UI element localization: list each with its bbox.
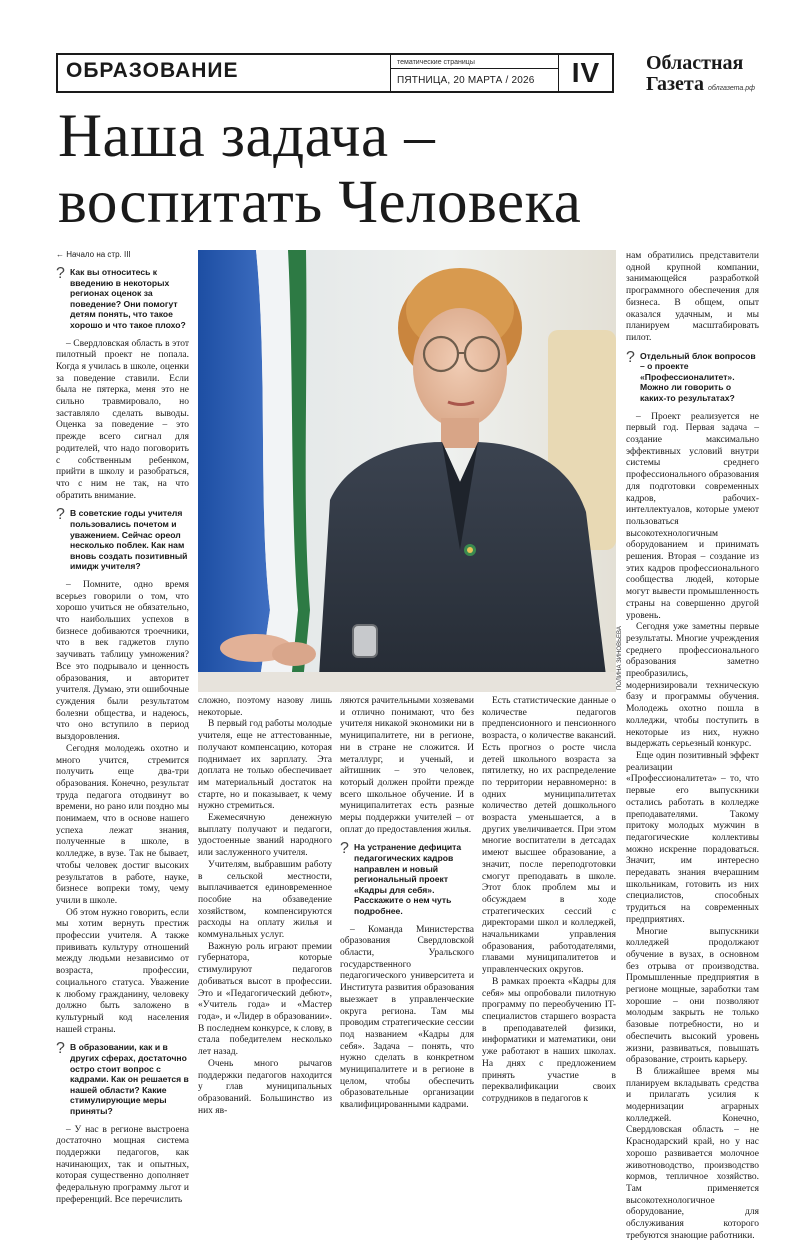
question-1 [56,267,189,331]
page-number: IV [571,57,601,88]
paragraph: сложно, поэтому назову лишь некоторые. [198,696,332,718]
question-text: Как вы относитесь к введению в некоторых регионах оценок за поведение? Они помогут детям понять, что такое хорошо и что такое плохо? [70,267,186,330]
logo-site: облгазета.рф [707,85,756,92]
paragraph: Ежемесячную денежную выплату получают и педагоги, удостоенные званий народного или заслуженного учителя. [198,813,332,859]
paragraph: Еще один позитивный эффект реализации «Профессионалитета» – то, что первые его выпускники остались работать в колледже преподавателями. Такому притоку молодых мужчин в педагогические коллективы можно искренне порадоваться. Значит, им интересно передавать знания вчерашним школьникам, готовить из них специалистов, способных трудиться на современных предприятиях. [626,750,759,925]
question-mark-icon: ? [56,506,65,524]
issue-date: ПЯТНИЦА, 20 МАРТА / 2026 [397,75,535,86]
question-text: На устранение дефицита педагогических кадров направлен и новый региональный проект «Кадры для себя». Расскажите о нем чуть подробнее. [354,842,462,916]
column-1 [56,251,189,1206]
continued-from[interactable]: ← Начало на стр. III [56,250,131,259]
question-mark-icon: ? [56,1040,65,1058]
paragraph: В ближайшее время мы планируем вкладывать средства и прилагать усилия к модернизации аграрных колледжей. Конечно, Свердловская область – не Краснодарский край, но у нас хорошо развивается молочное животноводство, производство кормов, тепличное хозяйство. Там применяется высокотехнологичное оборудование, для обслуживания которого требуются знающие работники. [626,1066,759,1241]
paragraph: Сегодня уже заметны первые результаты. Многие учреждения среднего профессионального образования заметно преобразились, модернизировали техническую базу и программы обучения. Молодежь охотно пошла в колледжи, чтобы поступить в некоторые из них, нужно выдержать серьезный конкурс. [626,622,759,750]
paragraph: В рамках проекта «Кадры для себя» мы опробовали пилотную программу по переобучению IT-специалистов старшего возраста в преподавателей физики, информатики и математики, они уже работают в наших школах. На днях с предложением принять участие в переквалификации своих сотрудников в педагогов к [482,976,616,1104]
paragraph: – Проект реализуется не первый год. Первая задача – создание максимально эффективных условий внутри системы среднего профессионального образования для подготовки современных кадров, рабочих-интеллектуалов, которые умеют пользоваться высокотехнологичным оборудованием и принимать решения. Вторая – создание из этих кадров профессионального сообщества людей, которые могут вывести промышленность страны на совершенно другой уровень. [626,411,759,621]
paragraph: – Помните, одно время всерьез говорили о том, что хорошо учиться не обязательно, что наибольших успехов в бизнесе добиваются троечники, что в век гаджетов глупо заучивать таблицу умножения? Все это подрывало и ценность образования, и авторитет учителя. Думаю, эти ошибочные суждения были результатом болезни общества, и надеюсь, что оно вступило в период выздоровления. [56,579,189,743]
question-mark-icon: ? [56,265,65,282]
paragraph: – У нас в регионе выстроена достаточно мощная система поддержки педагогов, как начинающих, так и опытных, которая существенно дополняет федеральную программу льгот и преференций. Все перечислить [56,1124,189,1205]
paragraph: Об этом нужно говорить, если мы хотим вернуть престиж профессии учителя. А также прививать культуру отношений между людьми независимо от возраста, профессии, социального статуса. Уважение к любому гражданину, человеку должно быть заложено в культурный код населения нашей страны. [56,907,189,1035]
header-meta [391,55,558,91]
question-text: В советские годы учителя пользовались почетом и уважением. Сейчас ореол несколько поблек. Как нам вновь создать позитивный имидж учителя? [70,508,188,572]
column-2 [198,696,332,1117]
paragraph: – Команда Министерства образования Свердловской области, Уральского государственного педагогического университета и Института развития образования выезжает в управленческие округа региона. Там мы проводим стратегические сессии под названием «Кадры для себя». Задача – понять, что нужно сделать в конкретном муниципалитете и в регионе в целом, чтобы обеспечить образовательные организации квалифицированными кадрами. [340,924,474,1111]
interview-photo [198,250,616,692]
paragraph: Многие выпускники колледжей продолжают обучение в вузах, в основном без отрыва от производства. Промышленные предприятия в регионе мощные, заработки там хорошие – они позволяют молодым закрыть не только базовые потребности, но и обеспечить высокий уровень жизни, развиваться, повышать образование, строить карьеру. [626,926,759,1066]
portrait-illustration [198,250,616,692]
logo-line1: Областная [646,52,744,74]
thematic-label: тематические страницы [397,59,475,66]
question-2 [56,508,189,572]
headline-line2: воспитать Человека [58,169,582,236]
paragraph: – Свердловская область в этот пилотный проект не попала. Когда я училась в школе, оценки за поведение ставили. Если была не пятерка, меня это не сильно травмировало, но заставляло сделать выводы. Оценка за поведение – это прежде всего сигнал для родителей, что надо поговорить с собственным ребенком, прийти в школу и разобраться, что с ним не так, на что обратить внимание. [56,338,189,501]
column-3 [340,696,474,1112]
question-5 [626,348,759,404]
paragraph: Сегодня молодежь охотно и много учится, стремится получить еще два-три образования. Конечно, результат труда педагога отодвинут во времени, но рано или поздно мы понимаем, что в основе нашего успеха лежат знания, полученные в школе, в колледже, в вузе. Так не бывает, чтобы человек достиг высоких результатов в работе, науке, бизнесе вопреки тому, чему учили в школе. [56,743,189,906]
paragraph: Очень много рычагов поддержки педагогов находится у глав муниципальных образований. Большинство из них яв- [198,1058,332,1116]
paragraph: Учителям, выбравшим работу в сельской местности, выплачивается единовременное пособие на обзаведение хозяйством, компенсируются расходы на оплату жилья и коммунальных услуг. [198,859,332,941]
question-mark-icon: ? [340,840,349,858]
header-rule [391,68,558,69]
question-text: Отдельный блок вопросов – о проекте «Профессионалитет». Можно ли говорить о каких-то результатах? [640,350,756,403]
photo-credit: ПОЛИНА ЗИНОВЬЕВА [617,626,623,690]
question-3 [56,1042,189,1116]
section-title: ОБРАЗОВАНИЕ [66,59,239,82]
column-5 [626,251,759,1243]
newspaper-logo[interactable] [646,53,766,95]
question-mark-icon: ? [626,348,635,366]
question-text: В образовании, как и в других сферах, достаточно остро стоит вопрос с кадрами. Как он решается в нашей области? Какие стимулирующие меры приняты? [70,1042,189,1116]
column-4 [482,696,616,1106]
paragraph: Важную роль играют премии губернатора, которые стимулируют педагогов добиваться высот в профессии. Это и «Педагогический дебют», «Учитель года» и «Мастер года», и «Лидер в образовании». В последнем конкурсе, к слову, в стала победителем несколько лет назад. [198,941,332,1058]
logo-line2: Газета [646,73,704,95]
paragraph: ляются рачительными хозяевами и отлично понимают, что без учителя никакой экономики ни в муниципалитете, ни в регионе, ни в стране не сложится. И металлург, и ученый, и айтишник – это человек, который должен пройти прежде всего школьное обучение. И в муниципалитетах есть разные меры поддержки учителей – от оплат до предоставления жилья. [340,696,474,835]
headline-line1: Наша задача – [58,103,436,170]
continued-label: Начало на стр. III [66,250,131,259]
headline [58,104,778,236]
paragraph: Есть статистические данные о количестве педагогов предпенсионного и пенсионного возраста, о количестве вакансий. Есть прогноз о росте числа детей школьного возраста за пятилетку, но их распределение по территории неравномерно: в одних муниципалитетах количество детей дошкольного возраста уменьшается, а в других увеличивается. При этом многие воспитатели в детсадах имеют высшее образование, а значит, после переподготовки смогут преподавать в школе. Этот блок проблем мы и обсуждаем в ходе стратегических сессий с директорами школ и колледжей, начальниками управления образования, работодателями, главами муниципалитетов и управленческих округов. [482,696,616,976]
paragraph: В первый год работы молодые учителя, еще не аттестованные, получают компенсацию, которая поднимает их зарплату. Эта доплата не только обеспечивает им материальный достаток на старте, но и показывает, к чему нужно стремиться. [198,719,332,812]
paragraph: нам обратились представители одной крупной компании, занимающейся разработкой программного обеспечения для бизнеса. В общем, опыт оказался удачным, и мы планируем масштабировать пилот. [626,251,759,343]
question-4 [340,842,474,916]
